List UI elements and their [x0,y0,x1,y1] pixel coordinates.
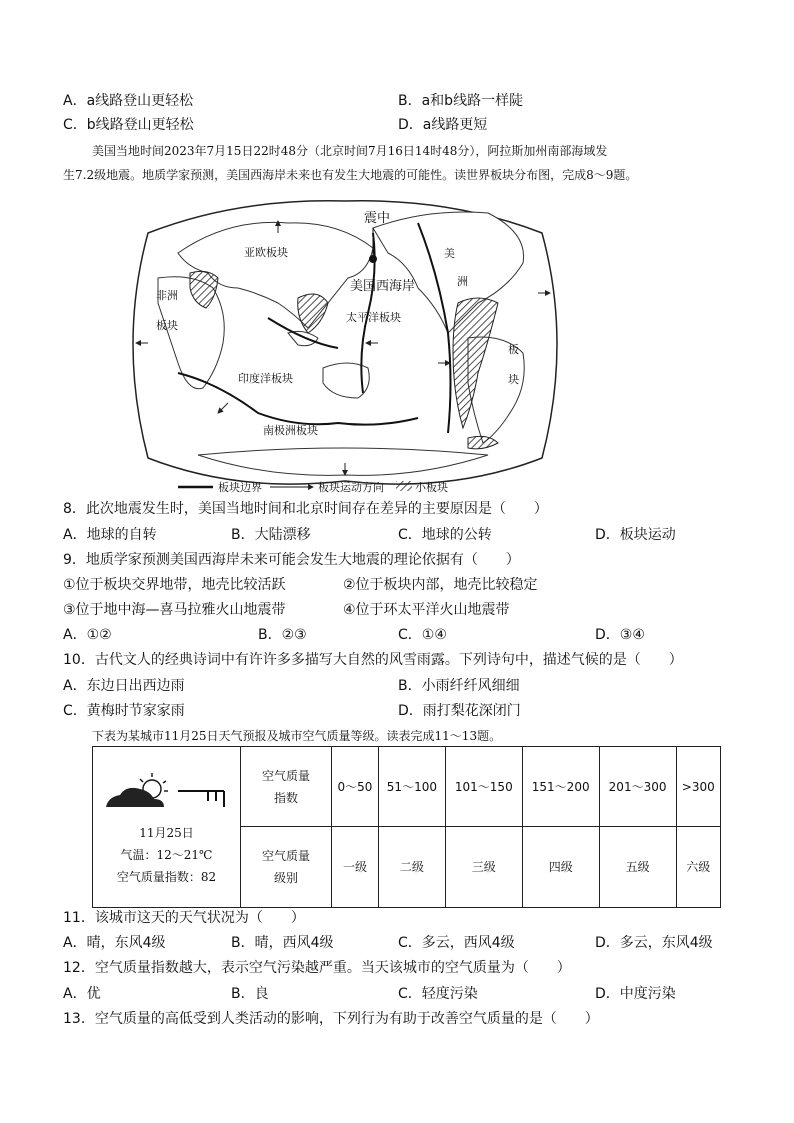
intro-11-13: 下表为某城市11月25日天气预报及城市空气质量等级。读表完成11～13题。 [92,729,502,743]
q10-option-a: A．东边日出西边雨 [63,678,185,694]
label-america-1: 美 [444,247,455,260]
q11-option-a: A．晴，东风4级 [63,935,166,951]
label-antarctic: 南极洲板块 [263,424,318,437]
legend-small-plate: 小板块 [415,481,448,494]
q11-stem: 11．该城市这天的天气状况为（ ） [63,910,305,926]
label-us-west-coast: 美国西海岸 [350,279,416,294]
aqi-level: 四级 [522,827,599,908]
aqi-level: 一级 [332,827,379,908]
q9-option-b: B．②③ [258,627,307,643]
label-epicenter: 震中 [364,211,391,226]
aqi-level: 二级 [378,827,445,908]
q7-option-c: C．b线路登山更轻松 [63,117,194,133]
q7-option-b: B．a和b线路一样陡 [398,93,524,109]
q13-stem: 13．空气质量的高低受到人类活动的影响，下列行为有助于改善空气质量的是（ ） [63,1011,599,1027]
q12-option-a: A．优 [63,986,101,1002]
intro-8-9-line1: 美国当地时间2023年7月15日22时48分（北京时间7月16日14时48分），阿拉斯加州南部海域发 [92,144,608,158]
q8-option-b: B．大陆漂移 [231,527,311,543]
legend-boundary: 板块边界 [218,481,262,494]
row-header-aqi-line1: 空气质量 [261,768,310,783]
q7-option-a: A．a线路登山更轻松 [63,93,194,109]
aqi-range: >300 [676,747,720,827]
q10-option-c: C．黄梅时节家家雨 [63,703,185,719]
q12-stem: 12．空气质量指数越大，表示空气污染越严重。当天该城市的空气质量为（ ） [63,960,571,976]
q8-option-d: D．板块运动 [595,527,676,543]
label-america-2: 洲 [457,275,468,288]
q9-stem: 9．地质学家预测美国西海岸未来可能会发生大地震的理论依据有（ ） [63,552,520,568]
legend-motion: 板块运动方向 [318,481,384,494]
q11-option-d: D．多云，东风4级 [595,935,713,951]
label-african-2: 板块 [156,319,178,332]
q9-statement-3: ③位于地中海—喜马拉雅火山地震带 [63,602,286,618]
forecast-aqi: 空气质量指数：82 [116,869,217,884]
q9-option-d: D．③④ [595,627,645,643]
label-america-3: 板 [508,343,519,356]
label-african-1: 非洲 [156,289,178,302]
label-america-4: 块 [508,373,519,386]
q7-option-d: D．a线路更短 [398,117,488,133]
forecast-temperature: 气温：12～21℃ [120,847,213,862]
cloudy-wind-icon [98,767,236,819]
intro-8-9-line2: 生7.2级地震。地质学家预测，美国西海岸未来也有发生大地震的可能性。读世界板块分布图，完成8～9题。 [63,168,638,182]
row-header-level [241,827,332,908]
q11-option-c: C．多云，西风4级 [398,935,515,951]
label-pacific: 太平洋板块 [346,311,401,324]
aqi-range: 151～200 [522,747,599,827]
aqi-level: 三级 [445,827,522,908]
q12-option-b: B．良 [231,986,269,1002]
q9-option-a: A．①② [63,627,112,643]
q12-option-d: D．中度污染 [595,986,676,1002]
q10-stem: 10．古代文人的经典诗词中有许许多多描写大自然的风雪雨露。下列诗句中，描述气候的是（ ） [63,652,683,668]
weather-aqi-table [92,746,721,908]
q8-option-a: A．地球的自转 [63,527,157,543]
world-plate-map [118,193,572,498]
q9-statement-2: ②位于板块内部，地壳比较稳定 [343,577,538,593]
aqi-level: 六级 [676,827,720,908]
row-header-aqi [241,747,332,827]
q12-option-c: C．轻度污染 [398,986,478,1002]
label-eurasian: 亚欧板块 [244,246,288,259]
q10-option-d: D．雨打梨花深闭门 [398,703,521,719]
label-indian-ocean: 印度洋板块 [238,372,293,385]
weather-forecast-cell [93,747,241,908]
forecast-date: 11月25日 [139,825,194,840]
q10-option-b: B．小雨纤纤风细细 [398,678,520,694]
q9-statement-4: ④位于环太平洋火山地震带 [343,602,510,618]
aqi-range: 51～100 [378,747,445,827]
row-header-level-line1: 空气质量 [261,849,310,863]
q9-statement-1: ①位于板块交界地带，地壳比较活跃 [63,577,286,593]
q8-stem: 8．此次地震发生时，美国当地时间和北京时间存在差异的主要原因是（ ） [63,501,548,517]
aqi-range: 201～300 [599,747,676,827]
q8-option-c: C．地球的公转 [398,527,492,543]
q9-option-c: C．①④ [398,627,447,643]
row-header-level-line2: 级别 [273,871,298,885]
aqi-range: 101～150 [445,747,522,827]
aqi-range: 0～50 [332,747,379,827]
aqi-level: 五级 [599,827,676,908]
row-header-aqi-line2: 指数 [273,790,298,805]
q11-option-b: B．晴，西风4级 [231,935,334,951]
